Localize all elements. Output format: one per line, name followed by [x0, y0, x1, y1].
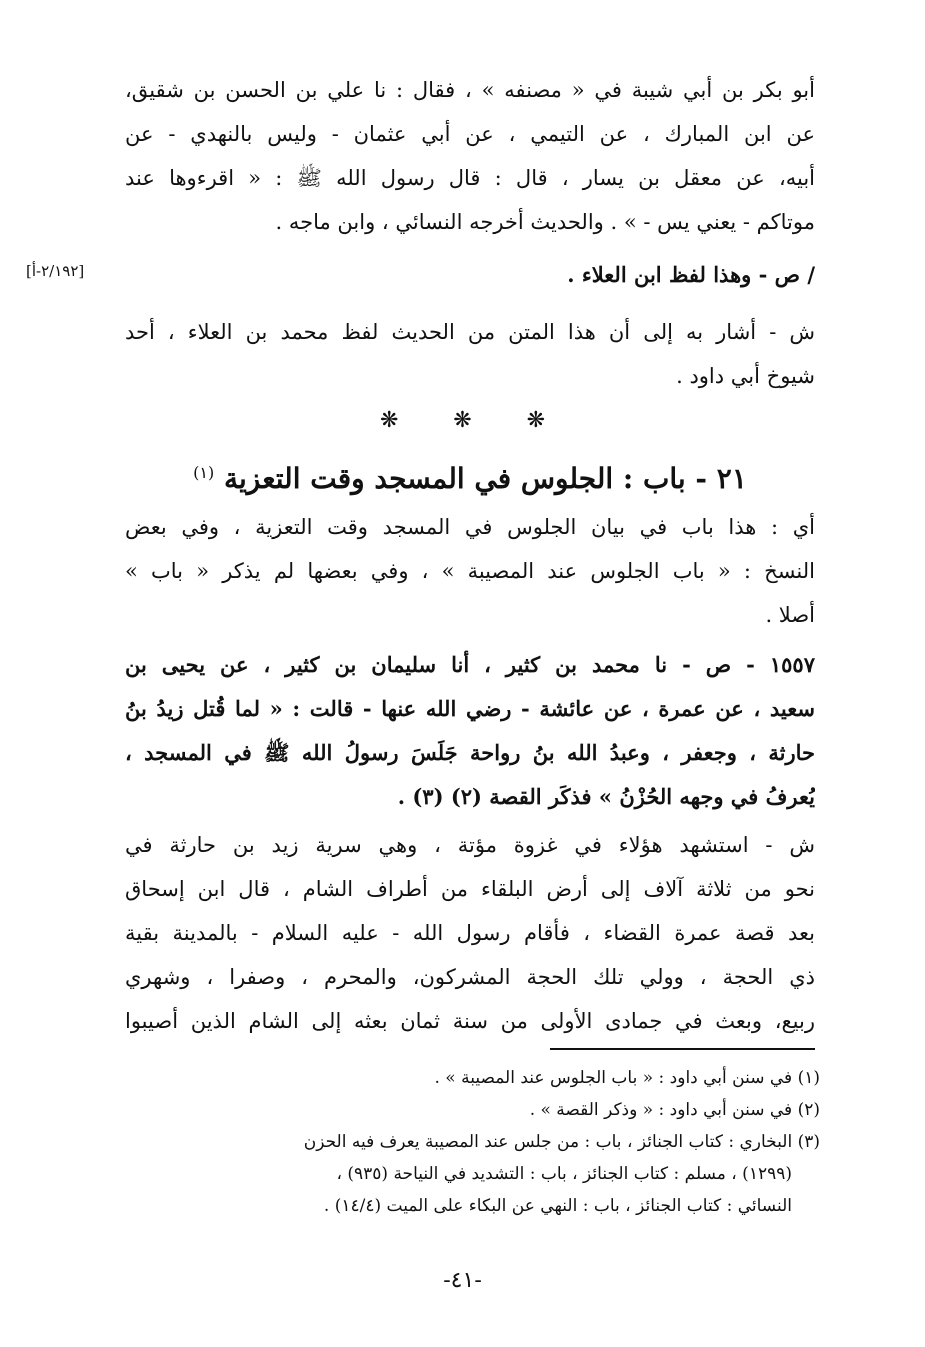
text-line: / ص - وهذا لفظ ابن العلاء . — [567, 262, 815, 287]
text-line: أبيه، عن معقل بن يسار ، قال : قال رسول الله ﷺ : « اقرءوها عند — [125, 166, 815, 190]
text-line: ١٥٥٧ - ص - نا محمد بن كثير ، أنا سليمان بن كثير ، عن يحيى بن — [125, 652, 815, 677]
text-line: أي : هذا باب في بيان الجلوس في المسجد وقت التعزية ، وفي بعض — [125, 515, 815, 539]
text-line: ذي الحجة ، وولي تلك الحجة المشركون، والمحرم ، وصفرا ، وشهري — [125, 965, 815, 989]
text-line: سعيد ، عن عمرة ، عن عائشة - رضي الله عنها - قالت : « لما قُتل زيدُ بنُ — [125, 696, 815, 721]
chapter-title-text: ٢١ - باب : الجلوس في المسجد وقت التعزية — [223, 462, 747, 495]
text-line: ش - استشهد هؤلاء في غزوة مؤتة ، وهي سرية زيد بن حارثة في — [125, 833, 815, 857]
paragraph-4 — [125, 505, 815, 637]
footnote-divider — [550, 1048, 815, 1050]
footnote-marker: (١) — [193, 463, 215, 482]
text-line: شيوخ أبي داود . — [676, 364, 815, 388]
text-line: النسخ : « باب الجلوس عند المصيبة » ، وفي بعضها لم يذكر « باب » — [125, 559, 815, 583]
paragraph-3 — [125, 310, 815, 398]
footnotes — [120, 1062, 820, 1222]
star-icon: ❋ — [453, 408, 472, 433]
paragraph-5 — [125, 643, 815, 819]
text-line: ش - أشار به إلى أن هذا المتن من الحديث لفظ محمد بن العلاء ، أحد — [125, 320, 815, 344]
text-line: ربيع، وبعث في جمادى الأولى من سنة ثمان بعثه إلى الشام الذين أصيبوا — [125, 1009, 815, 1033]
text-line: حارثة ، وجعفر ، وعبدُ الله بنُ رواحة جَلَسَ رسولُ الله ﷺ في المسجد ، — [125, 740, 815, 765]
text-line: عن ابن المبارك ، عن التيمي ، عن أبي عثمان - وليس بالنهدي - عن — [125, 122, 815, 146]
text-line: موتاكم - يعني يس - » . والحديث أخرجه النسائي ، وابن ماجه . — [275, 210, 815, 234]
text-line: نحو من ثلاثة آلاف إلى أرض البلقاء من أطراف الشام ، قال ابن إسحاق — [125, 877, 815, 901]
paragraph-1 — [125, 68, 815, 244]
chapter-heading — [125, 448, 815, 504]
section-separator — [380, 408, 545, 433]
marginal-reference: [٢/١٩٢-أ] — [26, 262, 85, 280]
text-line: أصلا . — [765, 603, 815, 627]
footnote-line: (١) في سنن أبي داود : « باب الجلوس عند المصيبة » . — [434, 1068, 820, 1088]
paragraph-2 — [125, 253, 815, 297]
footnote-line: النسائي : كتاب الجنائز ، باب : النهي عن البكاء على الميت (١٤/٤) . — [323, 1196, 792, 1216]
footnote-line: (١٢٩٩) ، مسلم : كتاب الجنائز ، باب : التشديد في النياحة (٩٣٥) ، — [336, 1164, 792, 1184]
star-icon: ❋ — [526, 408, 545, 433]
paragraph-6 — [125, 823, 815, 1043]
footnote-line: (٣) البخاري : كتاب الجنائز ، باب : من جلس عند المصيبة يعرف فيه الحزن — [303, 1132, 820, 1152]
footnote-line: (٢) في سنن أبي داود : « وذكر القصة » . — [529, 1100, 820, 1120]
text-line: يُعرفُ في وجهه الحُزْنُ » فذكَر القصة (٢) (٣) . — [397, 784, 815, 809]
page-number: -٤١- — [443, 1268, 482, 1293]
text-line: أبو بكر بن أبي شيبة في « مصنفه » ، فقال : نا علي بن الحسن بن شقيق، — [125, 78, 815, 102]
text-line: بعد قصة عمرة القضاء ، فأقام رسول الله - عليه السلام - بالمدينة بقية — [125, 921, 815, 945]
star-icon: ❋ — [380, 408, 399, 433]
